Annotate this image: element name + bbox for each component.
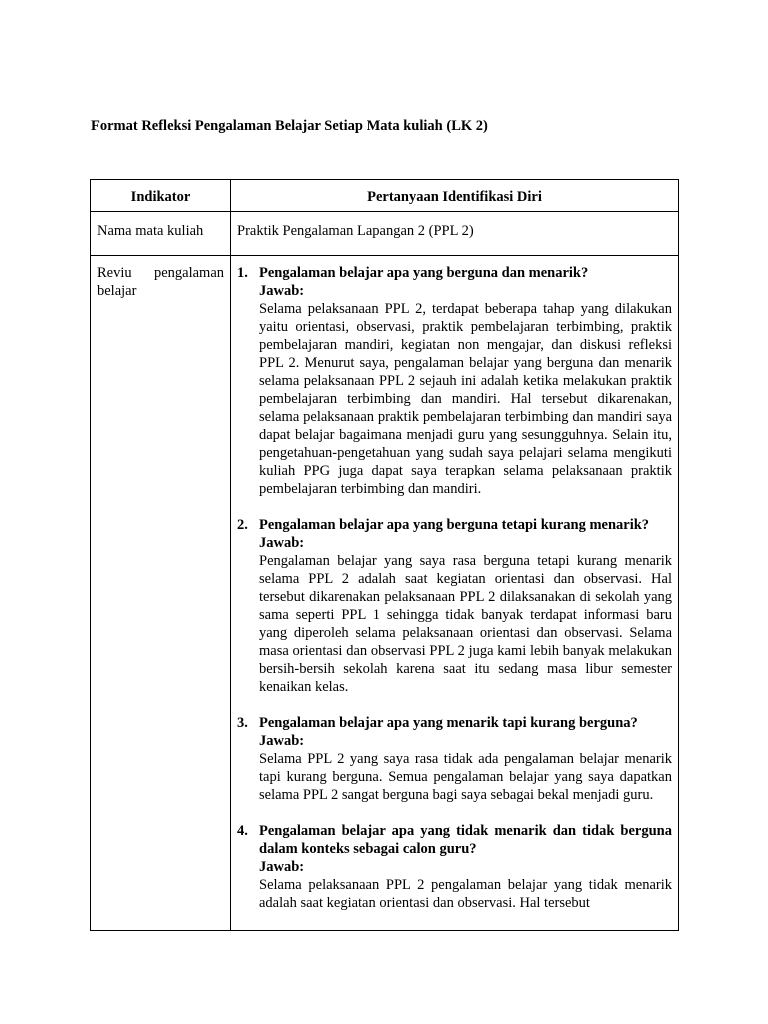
course-name-cell: Praktik Pengalaman Lapangan 2 (PPL 2) — [231, 212, 679, 256]
list-item — [237, 264, 672, 498]
question-text: Pengalaman belajar apa yang menarik tapi kurang berguna? — [259, 715, 638, 731]
answer-label: Jawab: — [259, 733, 305, 749]
indicator-cell: Nama mata kuliah — [91, 212, 231, 256]
answer-text: Selama pelaksanaan PPL 2, terdapat beberapa tahap yang dilakukan yaitu orientasi, observasi, praktik pembelajaran terbimbing, praktik pembelajaran mandiri, kegiatan non mengajar, dan diskusi refleksi PPL 2. Menurut saya, pengalaman belajar yang berguna dan menarik selama pelaksanaan PPL 2 sejauh ini adalah ketika melakukan praktik pembelajaran terbimbing dan mandiri. Hal tersebut dikarenakan, selama pelaksanaan praktik pembelajaran terbimbing dan mandiri saya dapat belajar bagaimana menjadi guru yang sesungguhnya. Selain itu, pengetahuan-pengetahuan yang sudah saya pelajari selama mengikuti kuliah PPG juga dapat saya terapkan selama pelaksanaan praktik pembelajaran terbimbing dan mandiri. — [259, 301, 672, 497]
page-title: Format Refleksi Pengalaman Belajar Setiap Mata kuliah (LK 2) — [91, 118, 488, 134]
question-number: 4. — [237, 823, 248, 839]
answer-label: Jawab: — [259, 859, 305, 875]
question-text: Pengalaman belajar apa yang tidak menarik dan tidak berguna dalam konteks sebagai calon guru? — [259, 823, 672, 857]
table-header-row — [91, 180, 679, 212]
indicator-cell: Reviu pengalaman belajar — [91, 256, 231, 931]
question-number: 1. — [237, 265, 248, 281]
list-item — [237, 714, 672, 804]
review-answers-cell — [231, 256, 679, 931]
question-text: Pengalaman belajar apa yang berguna tetapi kurang menarik? — [259, 517, 650, 533]
answer-text: Selama pelaksanaan PPL 2 pengalaman belajar yang tidak menarik adalah saat kegiatan orientasi dan observasi. Hal tersebut — [259, 877, 672, 911]
answer-text: Selama PPL 2 yang saya rasa tidak ada pengalaman belajar menarik tapi kurang berguna. Semua pengalaman belajar yang saya dapatkan selama PPL 2 sangat berguna bagi saya sebagai bekal menjadi guru. — [259, 751, 672, 803]
reflection-table — [90, 179, 679, 931]
answer-label: Jawab: — [259, 283, 305, 299]
answer-text: Pengalaman belajar yang saya rasa berguna tetapi kurang menarik selama PPL 2 adalah saat kegiatan orientasi dan observasi. Hal tersebut dikarenakan pelaksanaan PPL 2 dilaksanakan di sekolah yang sama seperti PPL 1 sehingga tidak banyak terdapat informasi baru yang diperoleh selama pelaksanaan orientasi dan observasi. Selama masa orientasi dan observasi PPL 2 juga kami lebih banyak melakukan bersih-bersih sekolah karena saat itu sedang masa libur semester kenaikan kelas. — [259, 553, 672, 695]
list-item — [237, 822, 672, 912]
question-list — [237, 264, 672, 912]
header-indikator: Indikator — [91, 180, 231, 212]
header-pertanyaan: Pertanyaan Identifikasi Diri — [231, 180, 679, 212]
table-row — [91, 256, 679, 931]
table-row — [91, 212, 679, 256]
question-number: 3. — [237, 715, 248, 731]
question-number: 2. — [237, 517, 248, 533]
question-text: Pengalaman belajar apa yang berguna dan menarik? — [259, 265, 589, 281]
list-item — [237, 516, 672, 696]
answer-label: Jawab: — [259, 535, 305, 551]
